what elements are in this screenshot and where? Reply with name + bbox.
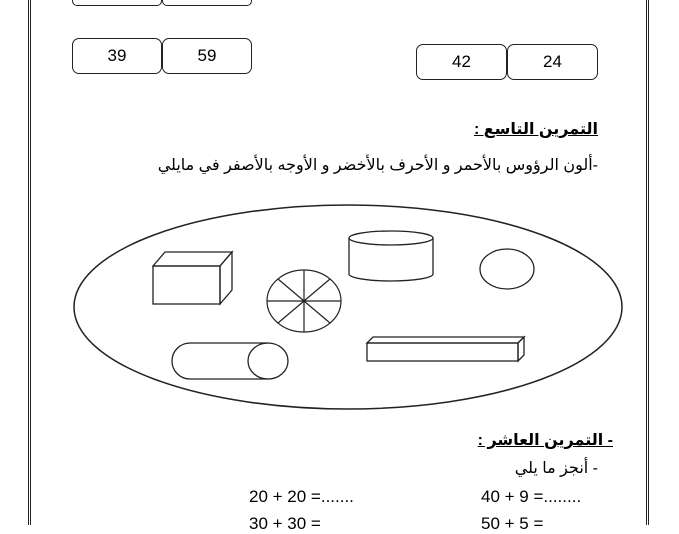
number-box-39: 39 xyxy=(72,38,162,74)
exercise-10-instruction: - أنجز ما يلي xyxy=(514,460,598,477)
exercise-9-instruction: -ألون الرؤوس بالأحمر و الأحرف بالأخضر و الأوجه بالأصفر في مايلي xyxy=(157,157,598,174)
divided-circle-shape xyxy=(267,270,341,332)
number-box-59: 59 xyxy=(162,38,252,74)
equation-left-2: 30 + 30 = xyxy=(249,514,321,533)
equation-right-1: 40 + 9 =........ xyxy=(481,487,582,506)
exercise-10-title: - التمرين العاشر : xyxy=(477,432,613,449)
exercise-9-title: التمرين التاسع : xyxy=(473,121,598,138)
cube-prism-shape xyxy=(153,252,232,304)
circle-shape xyxy=(480,249,534,289)
equation-right-2: 50 + 5 = xyxy=(481,514,544,533)
outer-ellipse xyxy=(74,205,622,409)
rectangular-bar-shape xyxy=(367,337,524,361)
lying-cylinder-shape xyxy=(172,343,288,379)
number-box-42: 42 xyxy=(416,44,507,80)
upright-cylinder-shape xyxy=(349,231,433,281)
number-box-24: 24 xyxy=(507,44,598,80)
equation-left-1: 20 + 20 =....... xyxy=(249,487,354,506)
